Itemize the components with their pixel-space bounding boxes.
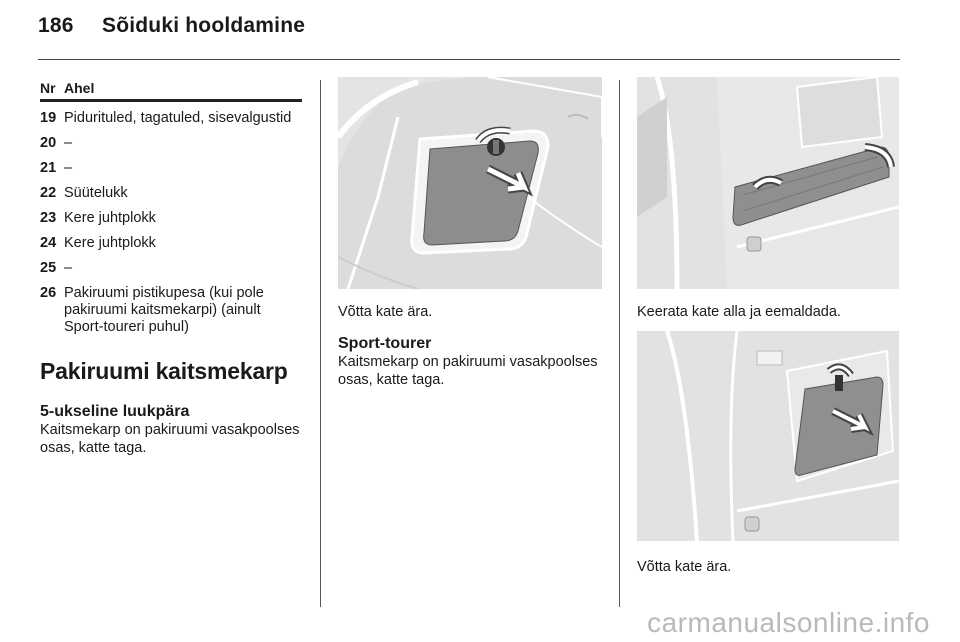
page-title: Sõiduki hooldamine <box>102 14 306 37</box>
header-divider <box>38 59 900 60</box>
fuse-circuit: – <box>64 160 73 176</box>
middle-column-text <box>338 304 608 389</box>
body-text: Kaitsmekarp on pakiruumi vasakpoolses osas, katte taga. <box>40 422 300 456</box>
fuse-circuit: – <box>64 135 73 151</box>
table-row <box>40 135 302 152</box>
body-text: Kaitsmekarp on pakiruumi vasakpoolses osas, katte taga. <box>338 354 598 388</box>
figure-caption: Võtta kate ära. <box>338 304 433 320</box>
table-row <box>40 235 302 252</box>
fuse-circuit: Süütelukk <box>64 185 128 201</box>
illustration-sport-tourer-fuse-cover <box>637 331 899 541</box>
table-row <box>40 210 302 227</box>
hatchback-trunk-illustration <box>338 77 602 289</box>
fuse-number: 19 <box>40 110 57 126</box>
table-row <box>40 285 302 336</box>
fuse-circuit: Kere juhtplokk <box>64 210 156 226</box>
fuse-circuit: – <box>64 260 73 276</box>
column-divider <box>619 80 620 607</box>
fuse-number: 22 <box>40 185 57 201</box>
table-row <box>40 110 302 127</box>
fuse-circuit: Pakiruumi pistikupesa (kui pole pakiruumi kaitsmekarpi) (ainult Sport-toureri puhul) <box>64 285 264 335</box>
table-row <box>40 185 302 202</box>
fuse-number: 25 <box>40 260 57 276</box>
page-header <box>38 14 305 38</box>
fuse-number: 23 <box>40 210 57 226</box>
table-row <box>40 160 302 177</box>
figure-caption: Keerata kate alla ja eemaldada. <box>637 304 841 320</box>
fuse-circuit: Kere juhtplokk <box>64 235 156 251</box>
left-column <box>40 80 302 457</box>
column-divider <box>320 80 321 607</box>
fuse-number: 20 <box>40 135 57 151</box>
column-header-circuit: Ahel <box>64 80 95 96</box>
watermark: carmanualsonline.info <box>647 607 930 638</box>
sport-tourer-cover-removal-illustration <box>637 331 899 541</box>
fuse-number: 21 <box>40 160 57 176</box>
fuse-number: 24 <box>40 235 57 251</box>
table-row <box>40 260 302 277</box>
fuse-table-header <box>40 80 302 102</box>
illustration-hatchback-fuse-cover <box>338 77 602 289</box>
sport-tourer-trunk-illustration <box>637 77 899 289</box>
fuse-number: 26 <box>40 285 57 301</box>
figure-caption: Võtta kate ära. <box>637 559 732 575</box>
illustration-sport-tourer-cover-rotate <box>637 77 899 289</box>
fuse-circuit: Pidurituled, tagatuled, sisevalgustid <box>64 110 292 126</box>
page-number: 186 <box>38 14 74 37</box>
subsection-heading: 5-ukseline luukpära <box>40 403 190 420</box>
column-header-nr: Nr <box>40 80 56 96</box>
subsection-heading: Sport-tourer <box>338 335 432 352</box>
section-heading: Pakiruumi kaitsmekarp <box>40 358 288 384</box>
